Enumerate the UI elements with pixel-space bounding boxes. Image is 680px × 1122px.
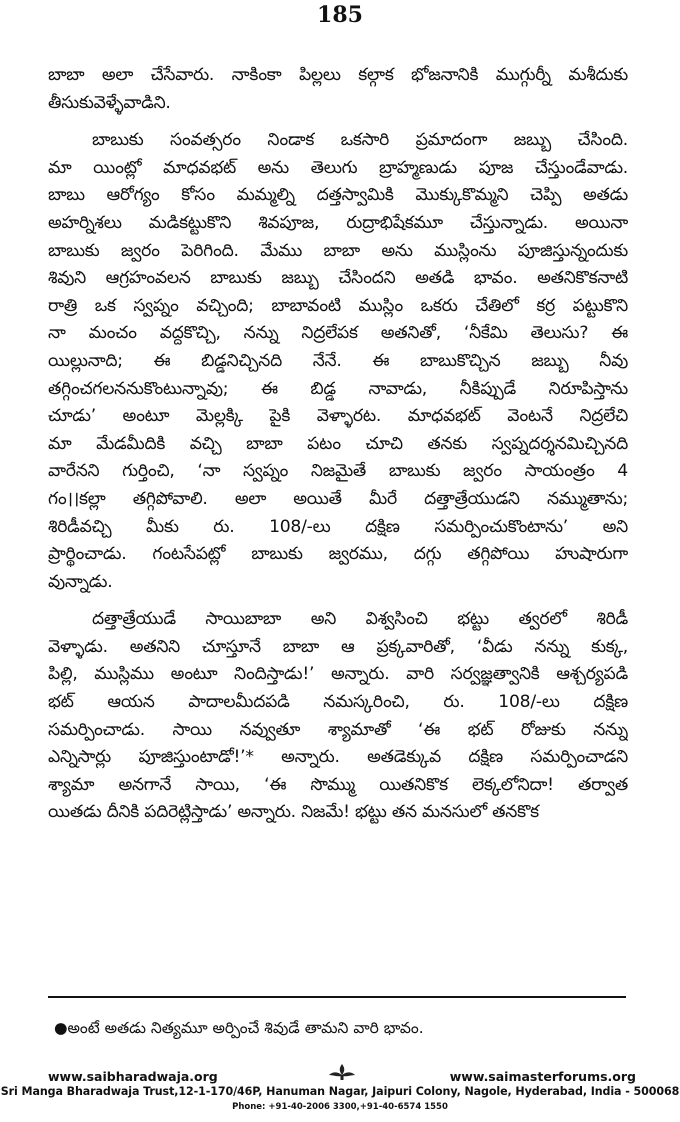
text-line: శిరిడీవచ్చి మీకు రు. 108/-లు దక్షిణ సమర్పించుకొంటాను’ అని [48, 516, 628, 537]
text-line: అహర్నిశలు మడికట్టుకొని శివపూజ, రుద్రాభిషేకమూ చేస్తున్నాడు. అయినా [48, 212, 628, 233]
text-line: తీసుకువెళ్ళేవాడిని. [48, 92, 171, 113]
body-text [48, 62, 628, 827]
text-line: యిల్లునాది; ఈ బిడ్డనిచ్చినది నేనే. ఈ బాబుకొచ్చిన జబ్బు నీవు [48, 350, 628, 371]
page-footer [0, 1069, 680, 1121]
text-line: బాబుకు జ్వరం పెరిగింది. మేము బాబా అను ముస్లింను పూజిస్తున్నందుకు [48, 240, 628, 261]
text-line: గం।।కల్లా తగ్గిపోవాలి. అలా అయితే మీరే దత్తాత్రేయుడని నమ్ముతాను; [48, 488, 628, 509]
trust-address: Sri Manga Bharadwaja Trust,12-1-170/46P, Hanuman Nagar, Jaipuri Colony, Nagole, Hyderabad, India - 500068 [0, 1085, 680, 1098]
text-line: నా మంచం వద్దకొచ్చి, నన్ను నిద్రలేపక అతనితో, ‘నీకేమి తెలుసు? ఈ [48, 323, 628, 344]
paragraph-gap [48, 117, 628, 127]
text-line: బాబు ఆరోగ్యం కోసం మమ్మల్ని దత్తస్వామికి మొక్కుకొమ్మని చెప్పి అతడు [48, 185, 628, 206]
text-line: శివుని ఆగ్రహంవలన బాబుకు జబ్బు చేసిందని అతడి భావం. అతనికొకనాటి [48, 268, 628, 289]
text-line: భట్ ఆయన పాదాలమీదపడి నమస్కరించి, రు. 108/-లు దక్షిణ [48, 692, 628, 713]
text-line: చూడు’ అంటూ మెల్లక్కి పైకి వెళ్ళారట. మాధవభట్ వెంటనే నిద్రలేచి [48, 406, 628, 427]
text-line: తగ్గించగలననుకొంటున్నావు; ఈ బిడ్డ నావాడు, నీకిప్పుడే నిరూపిస్తాను [48, 378, 628, 399]
text-line: బాబుకు సంవత్సరం నిండాక ఒకసారి ప్రమాదంగా జబ్బు చేసింది. [92, 130, 628, 151]
decorative-emblem-icon [328, 1063, 356, 1081]
text-line: వారేనని గుర్తించి, ‘నా స్వప్నం నిజమైతే బాబుకు జ్వరం సాయంత్రం 4 [48, 461, 628, 482]
text-line: ప్రార్థించాడు. గంటసేపట్లో బాబుకు జ్వరము, దగ్గు తగ్గిపోయి హుషారుగా [48, 544, 628, 565]
paragraph [48, 127, 628, 596]
text-line: బాబా అలా చేసేవారు. నాకింకా పిల్లలు కల్గాక భోజనానికి ముగ్గుర్నీ మశీదుకు [48, 65, 628, 85]
paragraph-gap [48, 596, 628, 606]
paragraph [48, 606, 628, 827]
footnote-divider [48, 996, 626, 998]
text-line: శ్యామా అనగానే సాయి, ‘ఈ సొమ్ము యితనికొక లెక్కలోనిదా! తర్వాత [48, 774, 628, 795]
text-line: మా యింట్లో మాధవభట్ అను తెలుగు బ్రాహ్మణుడు పూజ చేస్తుండేవాడు. [48, 157, 628, 178]
text-line: దత్తాత్రేయుడే సాయిబాబా అని విశ్వసించి భట్టు త్వరలో శిరిడీ [92, 609, 628, 630]
website-right-link[interactable]: www.saimasterforums.org [449, 1069, 636, 1084]
text-line: రాత్రి ఒక స్వప్నం వచ్చింది; బాబావంటి ముస్లిం ఒకరు చేతిలో కర్ర పట్టుకొని [48, 295, 628, 316]
paragraph [48, 62, 628, 117]
text-line: మా మేడమీదికి వచ్చి బాబా పటం చూచి తనకు స్వప్నదర్శనమిచ్చినది [48, 433, 628, 454]
phone-numbers: Phone: +91-40-2006 3300,+91-40-6574 1550 [232, 1102, 448, 1112]
text-line: పిల్లి, ముస్లిము అంటూ నిందిస్తాడు!’ అన్నారు. వారి సర్వజ్ఞత్వానికి ఆశ్చర్యపడి [48, 664, 628, 685]
website-left-link[interactable]: www.saibharadwaja.org [48, 1069, 218, 1084]
text-line: సమర్పించాడు. సాయి నవ్వుతూ శ్యామాతో ‘ఈ భట్ రోజుకు నన్ను [48, 719, 628, 740]
text-line: ఎన్నిసార్లు పూజిస్తుంటాడో!’* అన్నారు. అతడెక్కువ దక్షిణ సమర్పించాడని [48, 747, 628, 768]
text-line: యితడు దీనికి పదిరెట్లిస్తాడు’ అన్నారు. నిజమే! భట్టు తన మనసులో తనకొక [48, 802, 539, 823]
footnote: ●అంటే అతడు నిత్యమూ అర్పించే శివుడే తామని వారి భావం. [54, 1019, 424, 1037]
text-line: వెళ్ళాడు. అతనిని చూస్తూనే బాబా ఆ ప్రక్కవారితో, ‘వీడు నన్ను కుక్క, [48, 636, 628, 657]
page-number: 185 [317, 2, 363, 28]
text-line: వున్నాడు. [48, 571, 113, 592]
